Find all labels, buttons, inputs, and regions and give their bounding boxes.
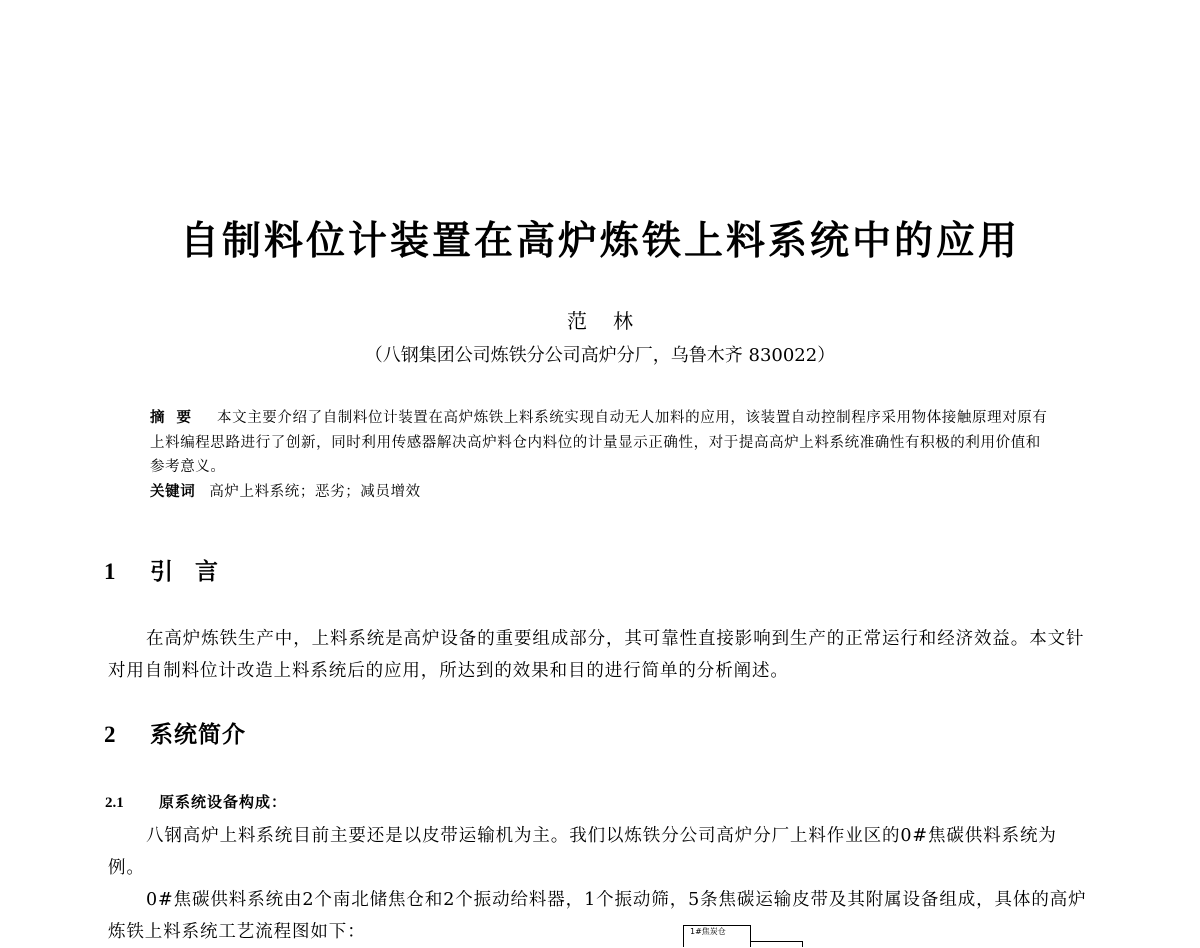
section-number: 2 xyxy=(104,722,116,747)
body-paragraph: 八钢高炉上料系统目前主要还是以皮带运输机为主。我们以炼铁分公司高炉分厂上料作业区的0#焦碳供料系统为例。 xyxy=(108,826,1057,878)
abstract-text: 本文主要介绍了自制料位计装置在高炉炼铁上料系统实现自动无人加料的应用，该装置自动控制程序采用物体接触原理对原有上料编程思路进行了创新，同时利用传感器解决高炉料仓内料位的计量显示正确性，对于提高高炉上料系统准确性有积极的利用价值和参考意义。 xyxy=(150,410,1048,475)
body-paragraph: 在高炉炼铁生产中，上料系统是高炉设备的重要组成部分，其可靠性直接影响到生产的正常运行和经济效益。本文针对用自制料位计改造上料系统后的应用，所达到的效果和目的进行简单的分析阐述。 xyxy=(108,629,1085,681)
subsection-heading-equipment xyxy=(105,790,287,815)
paper-title: 自制料位计装置在高炉炼铁上料系统中的应用 xyxy=(179,219,1020,264)
section-number: 1 xyxy=(104,559,116,584)
keywords-paragraph xyxy=(150,480,1055,505)
keywords-text: 高炉上料系统；恶劣；减员增效 xyxy=(209,483,421,500)
subsection-body-equipment xyxy=(108,820,1090,948)
section-title: 引言 xyxy=(150,559,240,585)
author-name: 范林 xyxy=(567,309,659,333)
flowchart-box-label: 1#焦炭仓 xyxy=(683,925,751,947)
abstract-label: 摘要 xyxy=(150,410,203,426)
subsection-title: 原系统设备构成： xyxy=(159,793,288,811)
abstract-paragraph xyxy=(150,406,1055,480)
section-body-introduction xyxy=(108,623,1090,687)
keywords-label: 关键词 xyxy=(150,483,196,500)
section-heading-system-overview xyxy=(104,718,246,752)
section-title: 系统简介 xyxy=(150,722,246,748)
abstract-block xyxy=(150,406,1055,504)
section-heading-introduction xyxy=(104,555,240,589)
subsection-number: 2.1 xyxy=(105,795,124,811)
flowchart-connector xyxy=(751,941,803,947)
flowchart-figure-top xyxy=(683,925,803,947)
author-affiliation: （八钢集团公司炼铁分公司高炉分厂，乌鲁木齐 830022） xyxy=(364,345,836,366)
body-paragraph: 0#焦碳供料系统由2个南北储焦仓和2个振动给料器，1个振动筛，5条焦碳运输皮带及其附属设备组成，具体的高炉炼铁上料系统工艺流程图如下： xyxy=(108,890,1087,942)
